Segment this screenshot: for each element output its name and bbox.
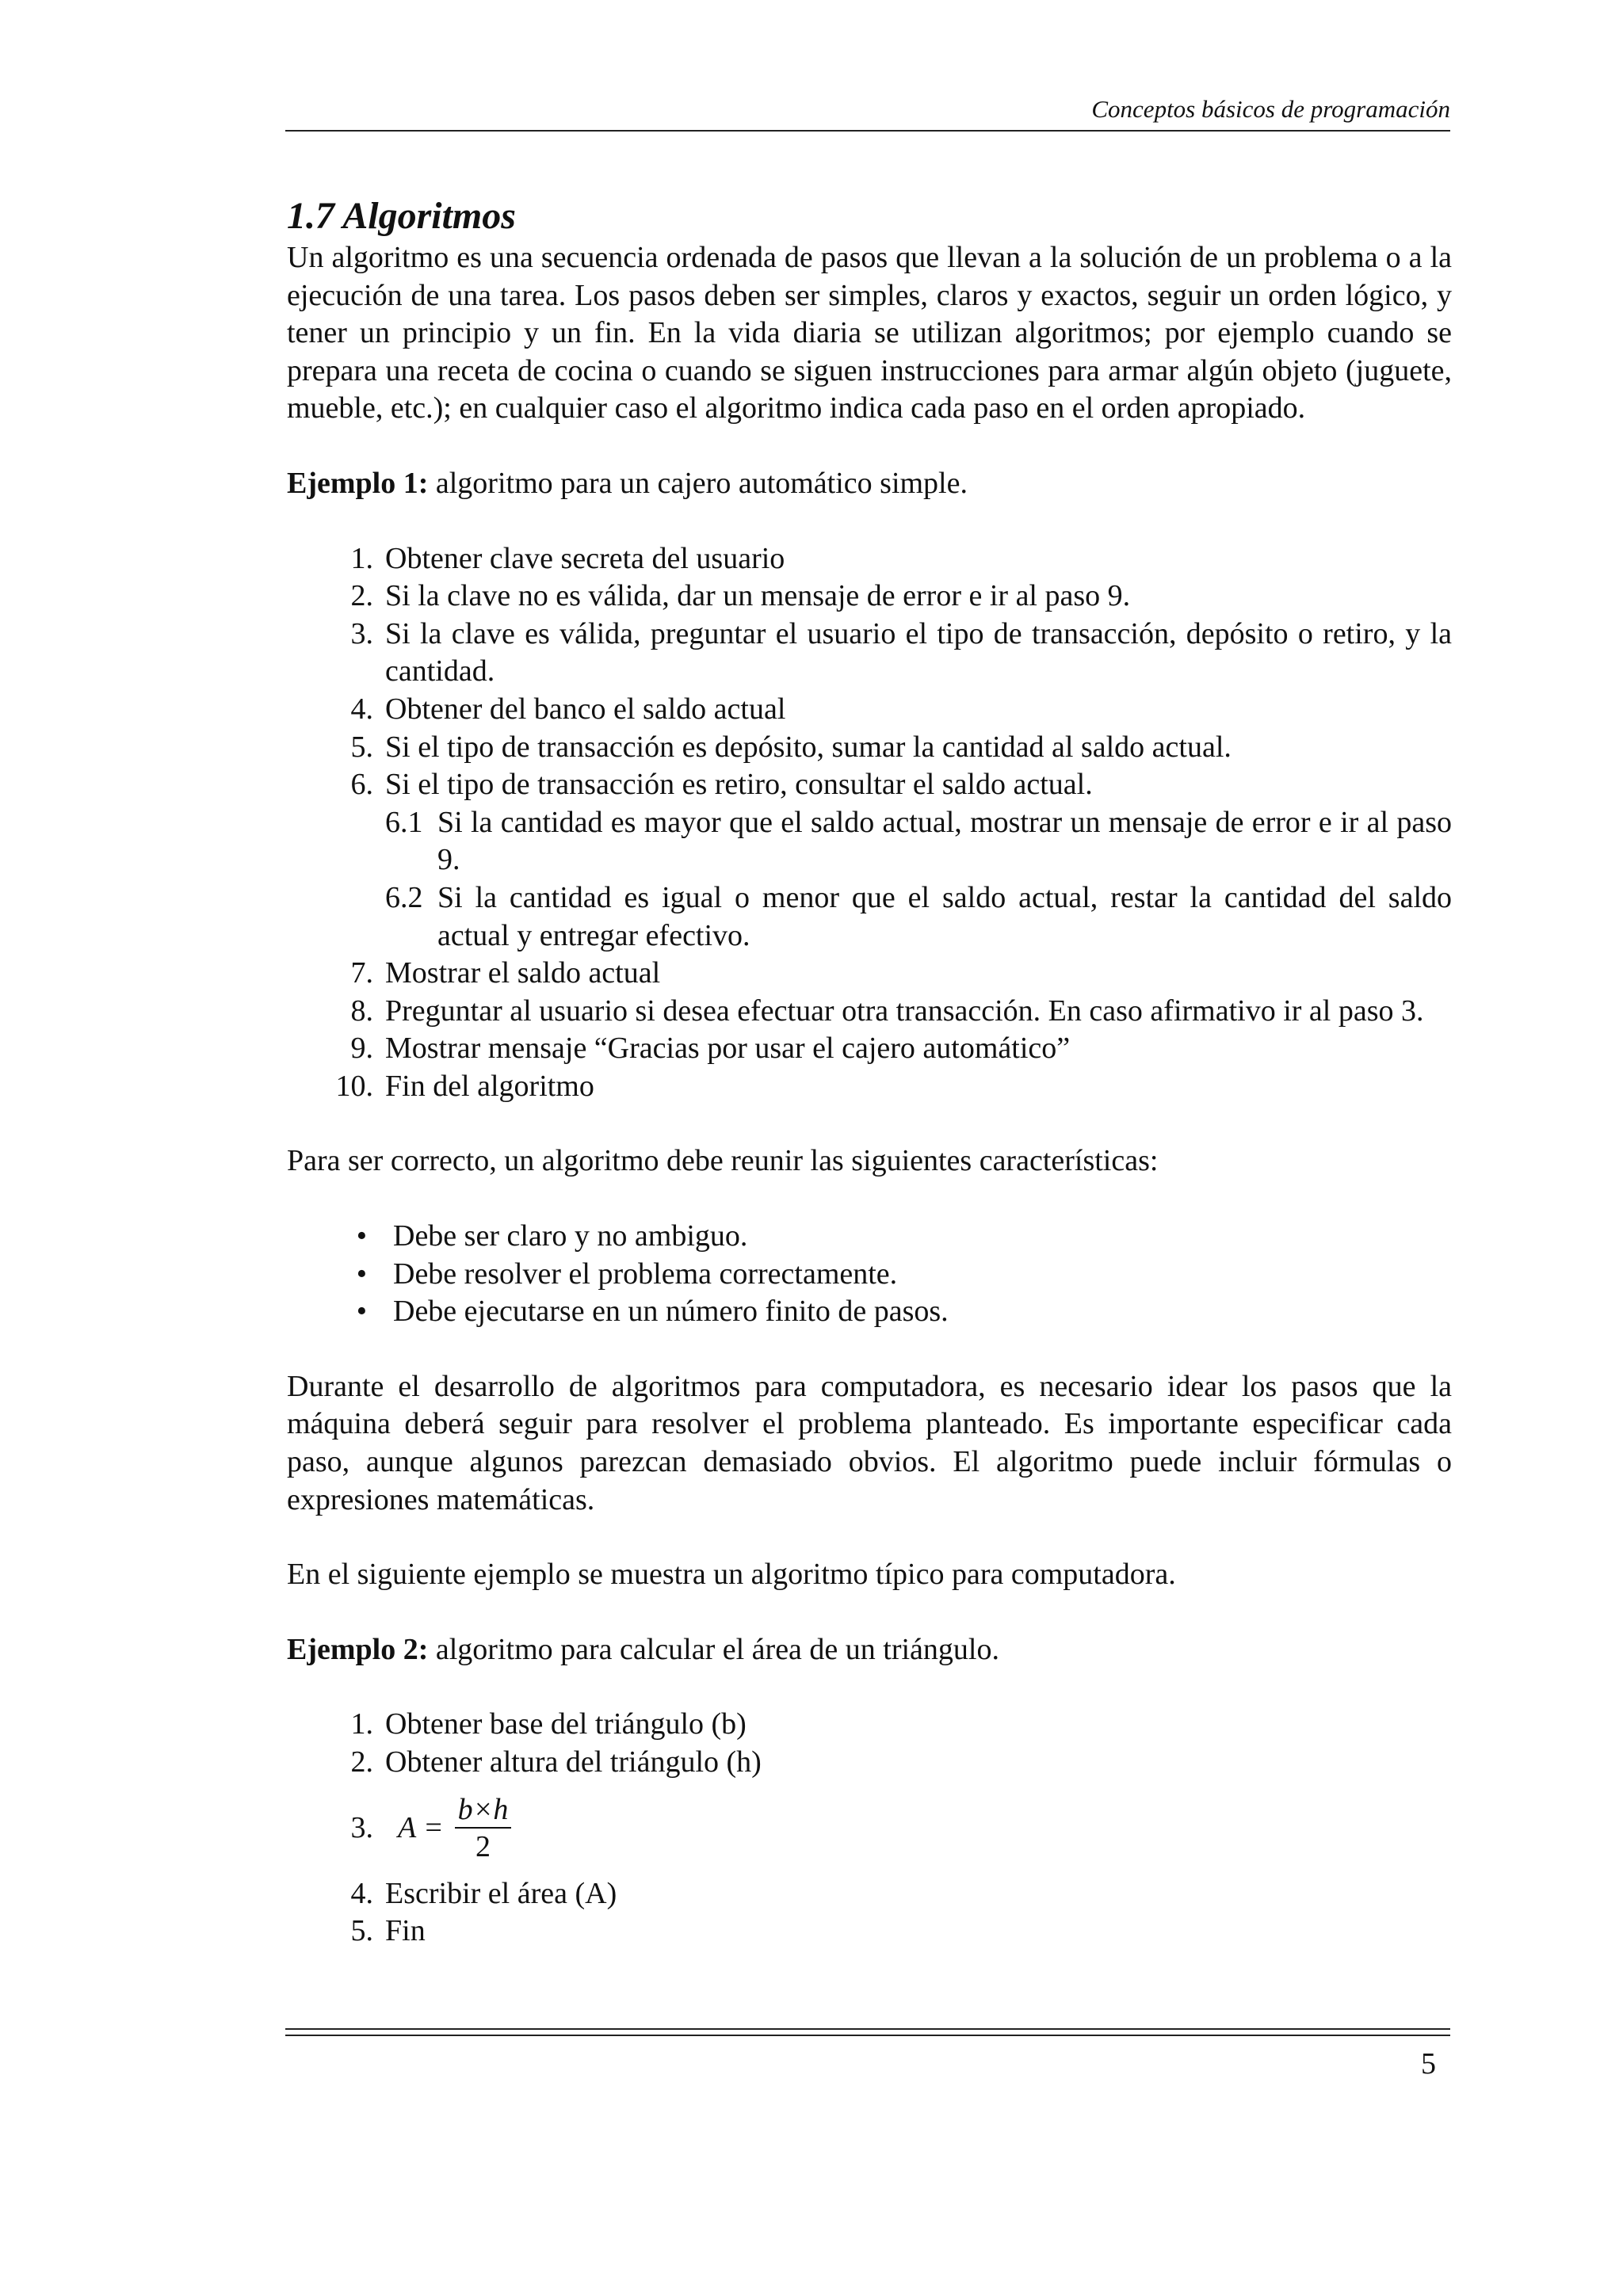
characteristics-intro: Para ser correcto, un algoritmo debe reunir las siguientes características: bbox=[287, 1144, 1159, 1178]
list-item-number: 5. bbox=[350, 730, 373, 764]
list-item bbox=[287, 540, 1452, 578]
page-number: 5 bbox=[1421, 2047, 1436, 2081]
list-item bbox=[287, 578, 1452, 616]
example2-step-list bbox=[287, 1706, 1452, 1950]
example1-caption: algoritmo para un cajero automático simple. bbox=[428, 466, 968, 500]
list-item-number: 10. bbox=[335, 1069, 373, 1103]
list-item-text: Fin del algoritmo bbox=[385, 1069, 594, 1103]
sub-list-item-number: 6.1 bbox=[385, 805, 423, 839]
formula-list-item bbox=[287, 1782, 1452, 1875]
formula-numerator: b×h bbox=[455, 1792, 512, 1829]
sub-list-item-text: Si la cantidad es igual o menor que el saldo actual, restar la cantidad del saldo actual y entregar efectivo. bbox=[437, 880, 1452, 952]
list-item-text: Fin bbox=[385, 1914, 426, 1948]
bullet-text: Debe resolver el problema correctamente. bbox=[393, 1257, 898, 1291]
list-item-text: Obtener base del triángulo (b) bbox=[385, 1707, 747, 1741]
list-item bbox=[287, 1706, 1452, 1744]
bullet-text: Debe ser claro y no ambiguo. bbox=[393, 1219, 748, 1253]
list-item-number: 5. bbox=[350, 1914, 373, 1948]
list-item-text: Mostrar mensaje “Gracias por usar el cajero automático” bbox=[385, 1032, 1071, 1066]
example1-heading bbox=[287, 465, 1452, 503]
sub-list-item-text: Si la cantidad es mayor que el saldo actual, mostrar un mensaje de error e ir al paso 9. bbox=[437, 805, 1452, 877]
list-item bbox=[287, 955, 1452, 993]
footer-rule bbox=[285, 2028, 1450, 2030]
list-item-text: Obtener del banco el saldo actual bbox=[385, 692, 786, 726]
example1-label: Ejemplo 1: bbox=[287, 466, 429, 500]
bullet-text: Debe ejecutarse en un número finito de pasos. bbox=[393, 1295, 949, 1329]
running-header: Conceptos básicos de programación bbox=[1091, 95, 1450, 123]
bullet-icon: • bbox=[356, 1257, 367, 1291]
list-item-text: Si la clave es válida, preguntar el usuario el tipo de transacción, depósito o retiro, y la cantidad. bbox=[385, 616, 1452, 688]
list-item bbox=[287, 691, 1452, 729]
development-paragraph: Durante el desarrollo de algoritmos para computadora, es necesario idear los pasos que la máquina deberá seguir para resolver el problema planteado. Es importante especificar cada paso, aunque algunos parezcan demasiado obvios. El algoritmo puede incluir fórmulas o expresiones matemáticas. bbox=[287, 1369, 1452, 1516]
section-title: 1.7 Algoritmos bbox=[287, 195, 516, 237]
list-item-text: Preguntar al usuario si desea efectuar otra transacción. En caso afirmativo ir al paso 3. bbox=[385, 994, 1424, 1028]
list-item bbox=[287, 993, 1452, 1031]
formula-lhs: A = bbox=[398, 1810, 444, 1844]
list-item-number: 9. bbox=[350, 1032, 373, 1066]
formula-fraction bbox=[455, 1792, 512, 1865]
list-item-text: Si el tipo de transacción es retiro, consultar el saldo actual. bbox=[385, 768, 1093, 802]
list-item-number: 6. bbox=[350, 768, 373, 802]
sub-list-item bbox=[287, 879, 1452, 955]
list-item bbox=[287, 766, 1452, 804]
list-item bbox=[287, 1875, 1452, 1913]
characteristics-list bbox=[287, 1218, 1452, 1331]
list-item-text: Si la clave no es válida, dar un mensaje de error e ir al paso 9. bbox=[385, 579, 1131, 613]
sub-list-item-number: 6.2 bbox=[385, 880, 423, 914]
header-rule bbox=[285, 130, 1450, 132]
list-item bbox=[287, 1030, 1452, 1068]
list-item-number: 2. bbox=[350, 579, 373, 613]
list-item-number: 1. bbox=[350, 541, 373, 575]
list-item-number: 4. bbox=[350, 692, 373, 726]
list-item-number: 7. bbox=[350, 956, 373, 990]
list-item-number: 1. bbox=[350, 1707, 373, 1741]
footer-rule bbox=[285, 2035, 1450, 2036]
list-item-number: 8. bbox=[350, 994, 373, 1028]
list-item-number: 4. bbox=[350, 1876, 373, 1910]
list-item-text: Escribir el área (A) bbox=[385, 1876, 617, 1910]
list-item-number: 2. bbox=[350, 1745, 373, 1779]
example2-heading bbox=[287, 1631, 1452, 1669]
bullet-item bbox=[287, 1293, 1452, 1331]
sub-list-item bbox=[287, 804, 1452, 879]
bullet-icon: • bbox=[356, 1295, 367, 1329]
bullet-icon: • bbox=[356, 1219, 367, 1253]
list-item-text: Mostrar el saldo actual bbox=[385, 956, 661, 990]
list-item-number: 3. bbox=[350, 616, 373, 650]
list-item bbox=[287, 1913, 1452, 1951]
list-item-text: Si el tipo de transacción es depósito, sumar la cantidad al saldo actual. bbox=[385, 730, 1232, 764]
list-item bbox=[287, 1068, 1452, 1106]
list-item bbox=[287, 729, 1452, 767]
list-item-text: Obtener altura del triángulo (h) bbox=[385, 1745, 762, 1779]
bullet-item bbox=[287, 1218, 1452, 1256]
list-item bbox=[287, 616, 1452, 691]
formula-denominator: 2 bbox=[475, 1829, 491, 1863]
example2-label: Ejemplo 2: bbox=[287, 1632, 429, 1666]
next-example-paragraph: En el siguiente ejemplo se muestra un algoritmo típico para computadora. bbox=[287, 1558, 1176, 1592]
bullet-item bbox=[287, 1256, 1452, 1294]
intro-paragraph: Un algoritmo es una secuencia ordenada de pasos que llevan a la solución de un problema o a la ejecución de una tarea. Los pasos deben ser simples, claros y exactos, seguir un orden lógico, y tener un principio y un fin. En la vida diaria se utilizan algoritmos; por ejemplo cuando se prepara una receta de cocina o cuando se siguen instrucciones para armar algún objeto (juguete, mueble, etc.); en cualquier caso el algoritmo indica cada paso en el orden apropiado. bbox=[287, 241, 1452, 425]
list-item-number: 3. bbox=[350, 1810, 373, 1844]
area-formula bbox=[398, 1792, 511, 1865]
example2-caption: algoritmo para calcular el área de un triángulo. bbox=[428, 1632, 999, 1666]
list-item bbox=[287, 1744, 1452, 1782]
page-content bbox=[287, 193, 1452, 1951]
list-item-text: Obtener clave secreta del usuario bbox=[385, 541, 785, 575]
example1-step-list bbox=[287, 540, 1452, 1106]
